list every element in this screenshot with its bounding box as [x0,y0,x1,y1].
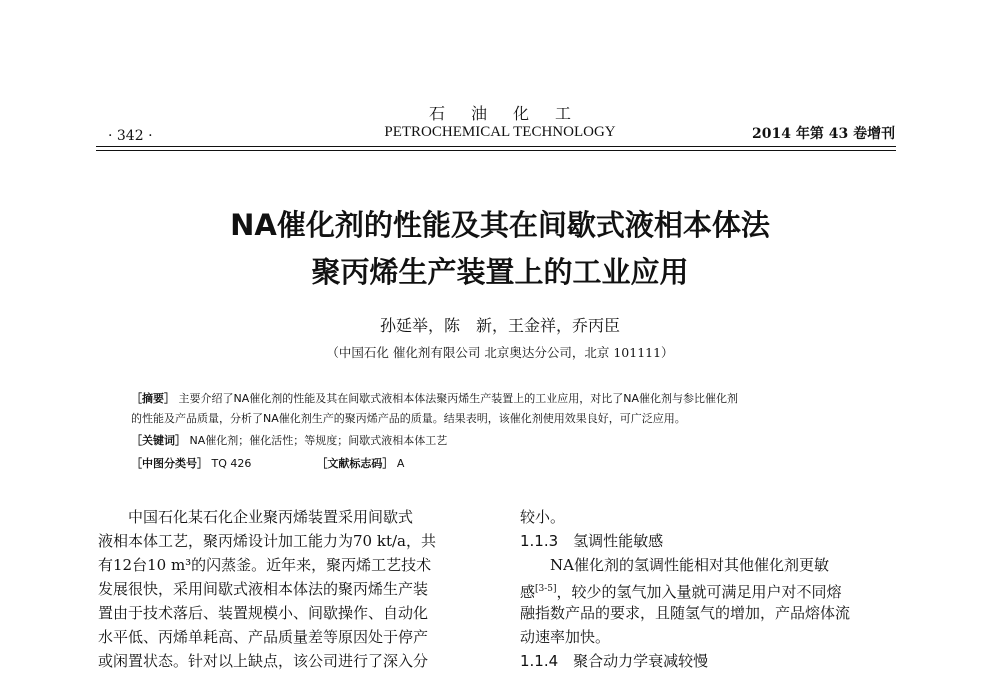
issue-info: 2014 年第 43 卷增刊 [752,126,896,142]
header-rule-thin [96,150,896,151]
body-right-line5: 融指数产品的要求，且随氢气的增加，产品熔体流 [520,604,851,622]
body-left-line6: 水平低、丙烯单耗高、产品质量差等原因处于停产 [98,628,429,646]
abstract-label: ［摘要］ [131,392,175,405]
abstract-text-1: 主要介绍了NA催化剂的性能及其在间歇式液相本体法聚丙烯生产装置上的工业应用，对比了NA催化剂与参比催化剂 [178,392,739,405]
keywords-line [131,432,447,448]
paper-title-line1: NA催化剂的性能及其在间歇式液相本体法 [230,208,770,242]
keywords-label: ［关键词］ [131,434,186,447]
body-left-line4: 发展很快，采用间歇式液相本体法的聚丙烯生产装 [98,580,429,598]
abstract-line2: 的性能及产品质量，分析了NA催化剂生产的聚丙烯产品的质量。结果表明，该催化剂使用效果良好，可广泛应用。 [131,412,686,425]
author-list: 孙延举，陈 新，王金祥，乔丙臣 [379,316,620,335]
body-left-line2: 液相本体工艺，聚丙烯设计加工能力为70 kt/a，共 [98,532,436,550]
body-left-line5: 置由于技术落后、装置规模小、间歇操作、自动化 [98,604,429,622]
body-right-line4 [520,577,842,604]
keywords-text: NA催化剂；催化活性；等规度；间歇式液相本体工艺 [189,434,448,447]
body-left-line7: 或闲置状态。针对以上缺点，该公司进行了深入分 [98,652,429,670]
body-right-line4a: 感 [520,583,536,601]
journal-title-chinese: 石油化工 [428,104,597,123]
doc-code-value: A [396,457,405,470]
page-number: · 342 · [108,128,153,144]
journal-title-english: PETROCHEMICAL TECHNOLOGY [384,124,616,140]
doc-code-label: ［文献标志码］ [316,457,394,470]
abstract-line1 [131,390,738,406]
section-heading-1-1-4: 1.1.4 聚合动力学衰减较慢 [520,652,709,670]
classification-line [131,455,404,471]
header-rule-thick [96,146,896,147]
paper-title-line2: 聚丙烯生产装置上的工业应用 [311,255,689,289]
section-heading-1-1-3: 1.1.3 氢调性能敏感 [520,532,664,550]
clc-label: ［中图分类号］ [131,457,208,470]
body-left-line1: 中国石化某石化企业聚丙烯装置采用间歇式 [98,508,414,526]
affiliation: （中国石化 催化剂有限公司 北京奥达分公司，北京 101111） [326,345,674,360]
body-right-line1: 较小。 [520,508,566,526]
body-right-line4b: ，较少的氢气加入量就可满足用户对不同熔 [556,583,842,601]
body-right-line3: NA催化剂的氢调性能相对其他催化剂更敏 [520,556,829,574]
body-right-line6: 动速率加快。 [520,628,611,646]
clc-value: TQ 426 [211,457,252,470]
citation-ref: [3-5] [535,584,557,594]
body-left-line3: 有12台10 m³的闪蒸釜。近年来，聚丙烯工艺技术 [98,556,432,574]
